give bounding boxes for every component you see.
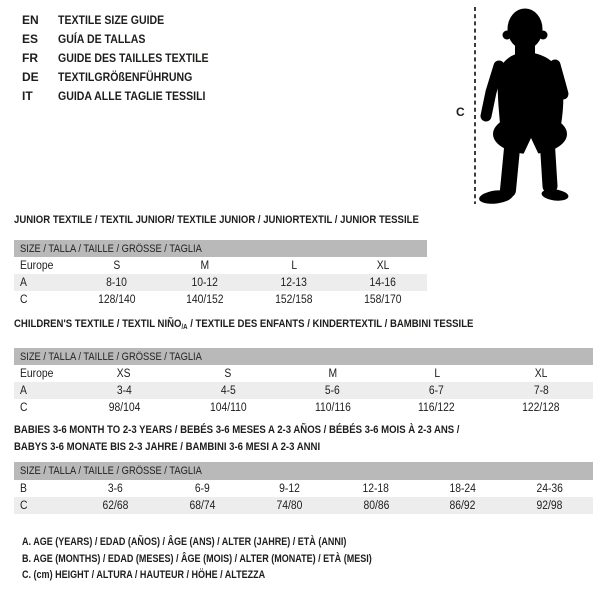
table-cell: 80/86 <box>362 499 389 512</box>
table-cell: 116/122 <box>418 401 456 414</box>
table-cell: 12-18 <box>362 482 390 495</box>
table-cell: 110/116 <box>314 401 351 414</box>
table-cell: 140/152 <box>186 293 224 306</box>
row-label-cell: A <box>20 276 27 289</box>
children-table <box>14 348 593 416</box>
table-cell: 92/98 <box>536 499 563 512</box>
table-cell: 10-12 <box>191 276 219 289</box>
baby-silhouette-icon <box>468 2 598 212</box>
table-cell: 68/74 <box>189 499 216 512</box>
footnote-c: C. (cm) HEIGHT / ALTURA / HAUTEUR / HÖHE / ALTEZZA <box>22 569 266 581</box>
junior-section-title: JUNIOR TEXTILE / TEXTIL JUNIOR/ TEXTILE JUNIOR / JUNIORTEXTIL / JUNIOR TESSILE <box>14 214 419 226</box>
table-cell: 152/158 <box>275 293 313 306</box>
row-label-cell: C <box>20 401 28 414</box>
table-cell: L <box>290 259 297 272</box>
junior-table <box>14 240 427 308</box>
table-cell: M <box>328 367 337 380</box>
baby-silhouette <box>478 9 569 206</box>
language-code: IT <box>22 88 33 103</box>
footnote-b: B. AGE (MONTHS) / EDAD (MESES) / ÂGE (MOIS) / ALTER (MONATE) / ETÀ (MESI) <box>22 553 372 565</box>
babies-section-title-line2: BABYS 3-6 MONATE BIS 2-3 JAHRE / BAMBINI 3-6 MESI A 2-3 ANNI <box>14 441 321 453</box>
table-cell: S <box>224 367 232 380</box>
table-cell: 3-6 <box>107 482 123 495</box>
table-row <box>14 480 593 497</box>
table-cell: XL <box>534 367 548 380</box>
language-row-en <box>22 10 229 29</box>
language-row-de <box>22 67 229 86</box>
row-label-cell: Europe <box>20 367 54 380</box>
table-cell: 24-36 <box>536 482 563 495</box>
babies-section-title-line1: BABIES 3-6 MONTH TO 2-3 YEARS / BEBÉS 3-6 MESES A 2-3 AÑOS / BÉBÉS 3-6 MOIS À 2-3 ANS / <box>14 424 460 436</box>
language-title-list <box>22 10 229 105</box>
language-title: GUÍA DE TALLAS <box>58 31 146 46</box>
table-cell: M <box>200 259 210 272</box>
table-cell: 122/128 <box>522 401 560 414</box>
language-title: TEXTILE SIZE GUIDE <box>58 12 165 27</box>
language-title: GUIDE DES TAILLES TEXTILE <box>58 50 209 65</box>
size-header-row: SIZE / TALLA / TAILLE / GRÖSSE / TAGLIA <box>14 348 593 365</box>
table-cell: 62/68 <box>102 499 129 512</box>
language-code: DE <box>22 69 39 84</box>
table-cell: 6-7 <box>429 384 445 397</box>
table-row <box>14 382 593 399</box>
table-cell: XL <box>376 259 389 272</box>
table-cell: 98/104 <box>108 401 140 414</box>
table-row <box>14 274 427 291</box>
language-code: ES <box>22 31 39 46</box>
table-cell: 8-10 <box>106 276 127 289</box>
size-header-row: SIZE / TALLA / TAILLE / GRÖSSE / TAGLIA <box>14 240 427 257</box>
table-cell: XS <box>117 367 131 380</box>
table-row <box>14 497 593 514</box>
language-row-it <box>22 86 229 105</box>
row-label-cell: C <box>20 499 28 512</box>
table-cell: S <box>112 259 120 272</box>
table-cell: 104/110 <box>209 401 247 414</box>
footnote-a: A. AGE (YEARS) / EDAD (AÑOS) / ÂGE (ANS) / ALTER (JAHRE) / ETÀ (ANNI) <box>22 536 347 548</box>
table-cell: 9-12 <box>278 482 300 495</box>
table-cell: 4-5 <box>220 384 236 397</box>
table-cell: 128/140 <box>97 293 136 306</box>
language-row-es <box>22 29 229 48</box>
children-section-title: CHILDREN'S TEXTILE / TEXTIL $NIÑO_{/A}$ / TEXTILE DES ENFANTS / KINDERTEXTIL / BAMBINI TESSILE <box>14 318 474 331</box>
row-label-cell: Europe <box>20 259 54 272</box>
language-title: GUIDA ALLE TAGLIE TESSILI <box>58 88 206 103</box>
table-cell: L <box>433 367 440 380</box>
table-cell: 6-9 <box>194 482 210 495</box>
language-code: EN <box>22 12 39 27</box>
table-cell: 86/92 <box>449 499 476 512</box>
language-row-fr <box>22 48 229 67</box>
table-row <box>14 257 427 274</box>
height-measure-label: C <box>456 105 465 119</box>
babies-table <box>14 462 593 514</box>
table-cell: 14-16 <box>369 276 396 289</box>
table-cell: 7-8 <box>533 384 549 397</box>
table-cell: 74/80 <box>276 499 303 512</box>
size-header-row: SIZE / TALLA / TAILLE / GRÖSSE / TAGLIA <box>14 462 593 480</box>
table-cell: 12-13 <box>280 276 308 289</box>
table-row <box>14 399 593 416</box>
table-cell: 18-24 <box>449 482 476 495</box>
table-row <box>14 365 593 382</box>
table-cell: 158/170 <box>363 293 402 306</box>
baby-figure <box>468 2 598 212</box>
language-code: FR <box>22 50 38 65</box>
row-label-cell: B <box>20 482 27 495</box>
subscript: /A <box>181 324 188 331</box>
table-cell: 3-4 <box>116 384 132 397</box>
row-label-cell: A <box>20 384 27 397</box>
row-label-cell: C <box>20 293 28 306</box>
language-title: TEXTILGRÖßENFÜHRUNG <box>58 69 193 84</box>
table-cell: 5-6 <box>325 384 340 397</box>
table-row <box>14 291 427 308</box>
